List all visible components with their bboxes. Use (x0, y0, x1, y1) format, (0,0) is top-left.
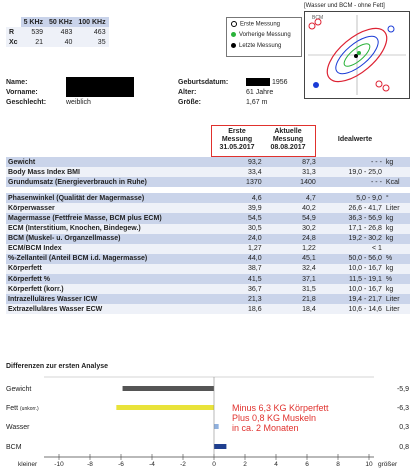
unit: ° (384, 193, 410, 203)
measurement-legend (226, 17, 302, 57)
current-value: 31,5 (264, 284, 318, 294)
freq-cell: 40 (46, 37, 75, 47)
axis-left-label: kleiner (18, 461, 38, 468)
geschlecht-value: weiblich (66, 99, 91, 106)
axis-tick-label: -8 (87, 461, 93, 468)
first-value: 41,5 (216, 274, 264, 284)
diff-row-label-gewicht: Gewicht (6, 386, 32, 393)
ideal-value: 17,1 - 26,8 (318, 224, 384, 234)
ideal-value: 36,3 - 56,9 (318, 213, 384, 223)
first-value: 18,6 (216, 304, 264, 314)
frequency-table (6, 17, 109, 47)
graph-measurement-point (357, 51, 361, 55)
table-row (6, 254, 410, 264)
axis-tick-label: 8 (336, 461, 340, 468)
current-value: 31,3 (264, 167, 318, 177)
redacted-geburt (246, 78, 270, 86)
diff-bar-0 (123, 386, 214, 391)
row-label: Grundumsatz (Energieverbrauch in Ruhe) (6, 177, 216, 187)
first-value: 24,0 (216, 234, 264, 244)
row-label: Körperfett (6, 264, 216, 274)
vorname-label: Vorname: (6, 89, 38, 96)
first-value: 54,5 (216, 213, 264, 223)
diff-row-label-bcm: BCM (6, 444, 22, 451)
axis-right-label: größer (378, 461, 398, 468)
table-row (6, 193, 410, 203)
ideal-value: < 1 (318, 244, 384, 254)
diff-row-value-gewicht: -5,9 (396, 386, 409, 393)
white-dot-icon (231, 21, 237, 27)
table-row (6, 213, 410, 223)
table-row (6, 224, 410, 234)
freq-corner (6, 17, 21, 27)
ideal-value: 19,4 - 21,7 (318, 294, 384, 304)
current-value: 30,2 (264, 224, 318, 234)
table-row (6, 203, 410, 213)
unit: kg (384, 224, 410, 234)
axis-tick-label: -6 (118, 461, 124, 468)
diff-row-label-wasser: Wasser (6, 424, 30, 431)
freq-cell: 483 (46, 27, 75, 37)
freq-header: 50 KHz (46, 17, 75, 27)
col-first-header: Erste Messung 31.05.2017 (219, 128, 255, 151)
table-row (6, 157, 410, 167)
ideal-value: - - - (318, 157, 384, 167)
ideal-value: 11,5 - 19,1 (318, 274, 384, 284)
table-row (6, 167, 410, 177)
col-ideal-header: Idealwerte (337, 136, 373, 143)
water-bcm-graph (304, 11, 410, 99)
current-value: 1,22 (264, 244, 318, 254)
legend-item: Vorherige Messung (231, 32, 291, 38)
diff-row-value-wasser: 0,3 (399, 424, 409, 431)
current-value: 21,8 (264, 294, 318, 304)
unit: Liter (384, 294, 410, 304)
legend-item: Erste Messung (231, 21, 280, 28)
freq-cell: 463 (75, 27, 108, 37)
freq-cell: 539 (21, 27, 46, 37)
unit: % (384, 274, 410, 284)
geburt-label: Geburtsdatum: (178, 79, 229, 86)
unit (384, 167, 410, 177)
black-dot-icon (231, 43, 236, 48)
row-label: BCM (Muskel- u. Organzellmasse) (6, 234, 216, 244)
row-label: Körperwasser (6, 203, 216, 213)
row-label: Extrazelluläres Wasser ECW (6, 304, 216, 314)
current-value: 37,1 (264, 274, 318, 284)
table-row (6, 264, 410, 274)
ideal-value: 50,0 - 56,0 (318, 254, 384, 264)
table-row (6, 177, 410, 187)
unit: kg (384, 234, 410, 244)
table-row (6, 294, 410, 304)
row-label: Phasenwinkel (Qualität der Magermasse) (6, 193, 216, 203)
first-value: 93,2 (216, 157, 264, 167)
unit (384, 244, 410, 254)
freq-cell: 35 (75, 37, 108, 47)
redacted-vorname (66, 87, 134, 97)
graph-mark: BCM (312, 15, 324, 21)
current-value: 87,3 (264, 157, 318, 167)
axis-tick-label: 0 (212, 461, 216, 468)
alter-value: 61 Jahre (246, 89, 274, 96)
row-label: Gewicht (6, 157, 216, 167)
row-label: %-Zellanteil (Anteil BCM i.d. Magermasse) (6, 254, 216, 264)
axis-tick-label: 2 (243, 461, 247, 468)
current-value: 4,7 (264, 193, 318, 203)
groesse-value: 1,67 m (246, 99, 268, 106)
ideal-value: 10,6 - 14,6 (318, 304, 384, 314)
ideal-value: 5,0 - 9,0 (318, 193, 384, 203)
unit: Liter (384, 304, 410, 314)
graph-measurement-point (354, 54, 358, 58)
row-label: ECM (Interstitium, Knochen, Bindegew.) (6, 224, 216, 234)
current-value: 54,9 (264, 213, 318, 223)
ideal-value: - - - (318, 177, 384, 187)
row-label: Intrazelluläres Wasser ICW (6, 294, 216, 304)
row-label: Körperfett (korr.) (6, 284, 216, 294)
row-label: Magermasse (Fettfreie Masse, BCM plus ECM) (6, 213, 216, 223)
first-value: 38,7 (216, 264, 264, 274)
unit: % (384, 254, 410, 264)
body-composition-table (6, 157, 410, 314)
diff-title: Differenzen zur ersten Analyse (6, 363, 109, 370)
green-dot-icon (231, 32, 236, 37)
unit: kg (384, 284, 410, 294)
first-value: 39,9 (216, 203, 264, 213)
alter-label: Alter: (178, 89, 197, 96)
first-value: 36,7 (216, 284, 264, 294)
ideal-value: 10,0 - 16,7 (318, 284, 384, 294)
axis-tick-label: -2 (180, 461, 186, 468)
axis-tick-label: 4 (274, 461, 278, 468)
ideal-value: 10,0 - 16,7 (318, 264, 384, 274)
table-row (6, 284, 410, 294)
first-value: 44,0 (216, 254, 264, 264)
measurement-highlight (211, 125, 316, 157)
freq-row-label: Xc (6, 37, 21, 47)
table-row (6, 304, 410, 314)
axis-tick-label: -4 (149, 461, 155, 468)
unit: kg (384, 157, 410, 167)
diff-chart-bars (116, 377, 226, 457)
unit: kg (384, 213, 410, 223)
graph-marker (313, 82, 319, 88)
unit: Kcal (384, 177, 410, 187)
unit: kg (384, 264, 410, 274)
geburt-value: 1956 (272, 79, 288, 86)
current-value: 32,4 (264, 264, 318, 274)
ideal-value: 19,0 - 25,0 (318, 167, 384, 177)
first-value: 21,3 (216, 294, 264, 304)
redacted-name (66, 77, 134, 87)
current-value: 24,8 (264, 234, 318, 244)
ideal-value: 19,2 - 30,2 (318, 234, 384, 244)
axis-tick-label: -10 (54, 461, 64, 468)
diff-bar-2 (214, 424, 219, 429)
diff-row-value-bcm: 0,8 (399, 444, 409, 451)
legend-item: Letzte Messung (231, 43, 281, 49)
row-label: Körperfett % (6, 274, 216, 284)
current-value: 45,1 (264, 254, 318, 264)
freq-header: 100 KHz (75, 17, 108, 27)
row-label: ECM/BCM Index (6, 244, 216, 254)
current-value: 40,2 (264, 203, 318, 213)
diff-row-value-fett: -6,3 (396, 405, 409, 412)
diff-bar-1 (116, 405, 214, 410)
first-value: 1,27 (216, 244, 264, 254)
graph-title: [Wasser und BCM - ohne Fett] (304, 3, 385, 9)
col-current-header: Aktuelle Messung 08.08.2017 (270, 128, 306, 151)
row-label: Body Mass Index BMI (6, 167, 216, 177)
geschlecht-label: Geschlecht: (6, 99, 47, 106)
diff-annotation: Minus 6,3 KG Körperfett Plus 0,8 KG Muskeln in ca. 2 Monaten (232, 403, 329, 433)
table-row (6, 244, 410, 254)
freq-cell: 21 (21, 37, 46, 47)
first-value: 33,4 (216, 167, 264, 177)
axis-tick-label: 6 (305, 461, 309, 468)
first-value: 1370 (216, 177, 264, 187)
current-value: 18,4 (264, 304, 318, 314)
unit: Liter (384, 203, 410, 213)
diff-row-label-fett: Fett (unkorr.) (6, 405, 39, 412)
freq-row-label: R (6, 27, 21, 37)
first-value: 30,5 (216, 224, 264, 234)
groesse-label: Größe: (178, 99, 201, 106)
ideal-value: 26,6 - 41,7 (318, 203, 384, 213)
axis-tick-label: 10 (365, 461, 373, 468)
table-row (6, 274, 410, 284)
name-label: Name: (6, 79, 28, 86)
diff-bar-3 (214, 444, 226, 449)
first-value: 4,6 (216, 193, 264, 203)
current-value: 1400 (264, 177, 318, 187)
table-row (6, 234, 410, 244)
freq-header: 5 KHz (21, 17, 46, 27)
